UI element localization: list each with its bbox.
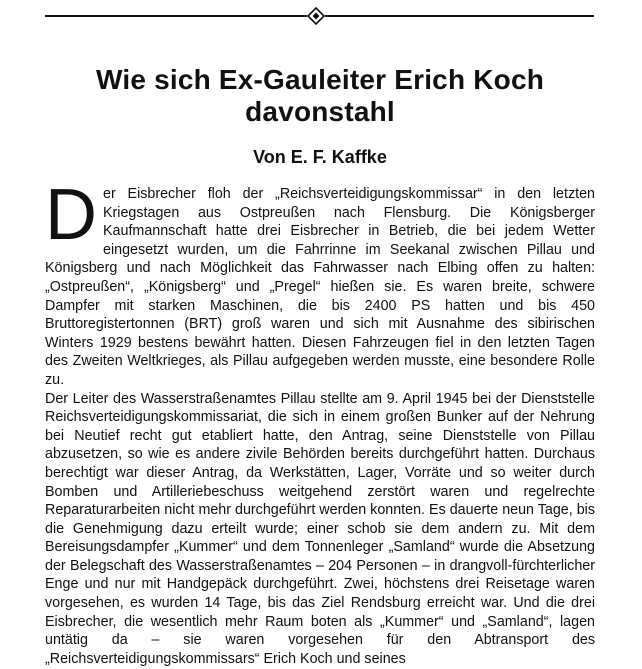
article-body <box>45 175 595 668</box>
title-line-2: davonstahl <box>245 96 395 127</box>
diamond-ornament-icon <box>307 7 325 25</box>
article-title <box>40 64 600 128</box>
drop-cap: D <box>45 175 97 255</box>
paragraph-1 <box>45 175 595 390</box>
title-line-1: Wie sich Ex-Gauleiter Erich Koch <box>95 64 545 95</box>
byline: Von E. F. Kaffke <box>253 147 387 167</box>
paragraph-2: Der Leiter des Wasserstraßenamtes Pillau stellte am 9. April 1945 bei der Dienststelle Reichsverteidigungskommissariat, die sich in einem großen Bunker auf der Nehrung bei Neutief recht gut etabliert hatte, den Antrag, seine Dienststelle von Pillau abzusetzen, so wie es andere zivile Behörden bereits durchgeführt hatten. Durchaus berechtigt war dieser Antrag, da Werkstätten, Lager, Vorräte und so weiter durch Bomben und Artilleriebeschuss weitgehend zerstört waren und regelrechte Reparaturarbeiten nicht mehr durchgeführt werden konnten. Es dauerte neun Tage, bis die Genehmigung dazu erteilt wurde; einer schob sie dem andern zu. Mit dem Bereisungsdampfer „Kummer“ und dem Tonnenleger „Samland“ wurde die Absetzung der Belegschaft des Wasserstraßenamtes – 204 Personen – in drangvoll-fürchterlicher Enge und nur mit Handgepäck durchgeführt. Zwei, höchstens drei Reisetage waren vorgesehen, es wurden 14 Tage, bis das Ziel Rendsburg erreicht war. Und die drei Eisbrecher, die wesentlich mehr Raum boten als „Kummer“ und „Samland“, lagen untätig da – sie waren vorgesehen für den Abtransport des „Reichsverteidigungskommissars“ Erich Koch und seines <box>45 390 595 667</box>
paragraph-1-text: er Eisbrecher floh der „Reichsverteidigungskommissar“ in den letzten Kriegstagen aus Ostpreußen nach Flensburg. Die Königsberger Kaufmannschaft hatte drei Eisbrecher in Betrieb, die bei jedem Wetter eingesetzt wurden, um die Fahrrinne im Seekanal zwischen Pillau und Königsberg und nach Möglichkeit das Fahrwasser nach Elbing offen zu halten: „Ostpreußen“, „Königsberg“ und „Pregel“ hießen sie. Es waren breite, schwere Dampfer mit starken Maschinen, die bis 2400 PS hatten und bis 450 Bruttoregistertonnen (BRT) groß waren und sich mit Ausnahme des sibirischen Winters 1929 bestens bewährt hatten. Diesen Fahrzeugen fiel in den letzten Tagen des Zweiten Weltkrieges, als Pillau aufgegeben werden musste, eine besondere Rolle zu. <box>45 186 595 388</box>
